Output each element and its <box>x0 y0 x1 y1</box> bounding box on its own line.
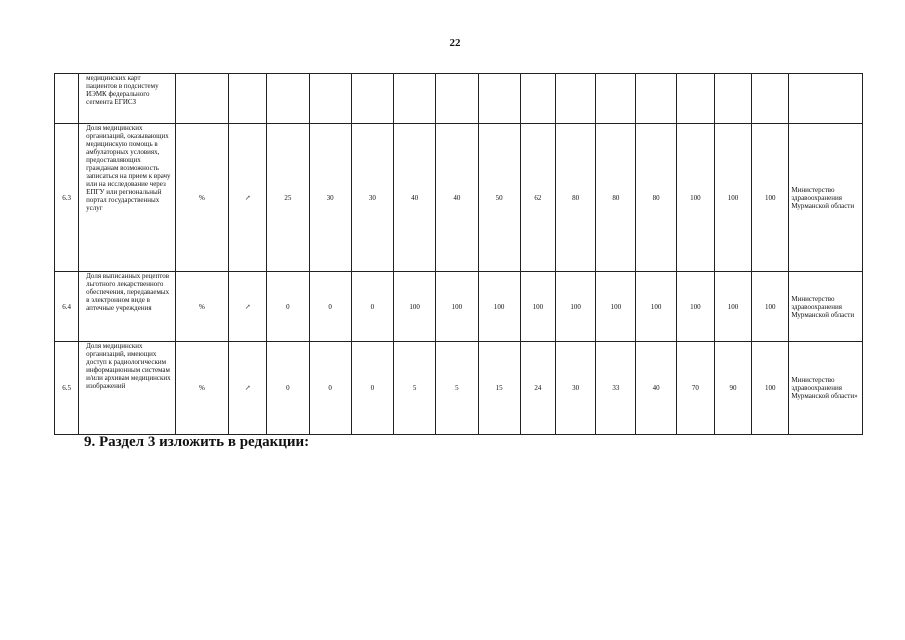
value-cell: 100 <box>714 272 751 342</box>
unit-cell: % <box>175 272 228 342</box>
value-cell: 0 <box>267 342 309 435</box>
row-number-cell: 6.3 <box>55 124 79 272</box>
table-body <box>55 74 863 435</box>
value-cell: 100 <box>394 272 436 342</box>
value-cell: 40 <box>394 124 436 272</box>
value-cell: 0 <box>309 272 351 342</box>
unit-cell: % <box>175 124 228 272</box>
value-cell <box>478 74 520 124</box>
value-cell <box>714 74 751 124</box>
page-number: 22 <box>449 37 461 49</box>
value-cell: 30 <box>556 342 596 435</box>
value-cell: 100 <box>752 124 789 272</box>
value-cell: 0 <box>351 272 393 342</box>
row-description-cell: Доля медицинских организаций, оказывающих медицинскую помощь в амбулаторных условиях, предоставляющих гражданам возможность записаться на прием к врачу или на исследование через ЕПГУ или региональный портал государственных услуг <box>79 124 176 272</box>
row-number-cell: 6.5 <box>55 342 79 435</box>
value-cell: 30 <box>309 124 351 272</box>
value-cell: 40 <box>436 124 478 272</box>
indicator-table <box>54 73 863 435</box>
trend-cell <box>229 74 267 124</box>
value-cell: 24 <box>520 342 555 435</box>
responsible-cell <box>789 74 863 124</box>
value-cell <box>752 74 789 124</box>
value-cell: 100 <box>714 124 751 272</box>
value-cell: 100 <box>676 124 714 272</box>
value-cell <box>596 74 636 124</box>
value-cell: 30 <box>351 124 393 272</box>
unit-cell <box>175 74 228 124</box>
value-cell: 15 <box>478 342 520 435</box>
section-heading: 9. Раздел 3 изложить в редакции: <box>84 434 310 450</box>
value-cell: 80 <box>556 124 596 272</box>
value-cell: 100 <box>436 272 478 342</box>
value-cell: 80 <box>636 124 676 272</box>
value-cell <box>636 74 676 124</box>
value-cell: 0 <box>267 272 309 342</box>
table-row <box>55 74 863 124</box>
table-row <box>55 342 863 435</box>
value-cell: 0 <box>309 342 351 435</box>
value-cell: 70 <box>676 342 714 435</box>
value-cell: 100 <box>520 272 555 342</box>
row-description-cell: медицинских карт пациентов в подсистему ИЭМК федерального сегмента ЕГИСЗ <box>79 74 176 124</box>
value-cell <box>394 74 436 124</box>
value-cell: 40 <box>636 342 676 435</box>
value-cell: 100 <box>596 272 636 342</box>
value-cell: 100 <box>752 342 789 435</box>
table-row <box>55 124 863 272</box>
value-cell: 25 <box>267 124 309 272</box>
value-cell: 0 <box>351 342 393 435</box>
value-cell <box>556 74 596 124</box>
trend-arrow-icon: ↗ <box>229 342 267 435</box>
value-cell <box>520 74 555 124</box>
row-description-cell: Доля медицинских организаций, имеющих доступ к радиологическим информационным системам и/или архивам медицинских изображений <box>79 342 176 435</box>
responsible-cell: Министерство здравоохранения Мурманской области» <box>789 342 863 435</box>
value-cell <box>351 74 393 124</box>
value-cell: 5 <box>394 342 436 435</box>
value-cell: 62 <box>520 124 555 272</box>
responsible-cell: Министерство здравоохранения Мурманской области <box>789 124 863 272</box>
value-cell: 80 <box>596 124 636 272</box>
value-cell: 100 <box>556 272 596 342</box>
unit-cell: % <box>175 342 228 435</box>
value-cell: 90 <box>714 342 751 435</box>
value-cell: 100 <box>676 272 714 342</box>
value-cell: 100 <box>636 272 676 342</box>
row-number-cell <box>55 74 79 124</box>
value-cell: 100 <box>478 272 520 342</box>
value-cell <box>676 74 714 124</box>
value-cell <box>267 74 309 124</box>
value-cell: 33 <box>596 342 636 435</box>
value-cell <box>436 74 478 124</box>
value-cell: 100 <box>752 272 789 342</box>
row-description-cell: Доля выписанных рецептов льготного лекарственного обеспечения, передаваемых в электронном виде в аптечные учреждения <box>79 272 176 342</box>
trend-arrow-icon: ↗ <box>229 272 267 342</box>
trend-arrow-icon: ↗ <box>229 124 267 272</box>
value-cell: 5 <box>436 342 478 435</box>
table-row <box>55 272 863 342</box>
row-number-cell: 6.4 <box>55 272 79 342</box>
responsible-cell: Министерство здравоохранения Мурманской области <box>789 272 863 342</box>
value-cell: 50 <box>478 124 520 272</box>
value-cell <box>309 74 351 124</box>
